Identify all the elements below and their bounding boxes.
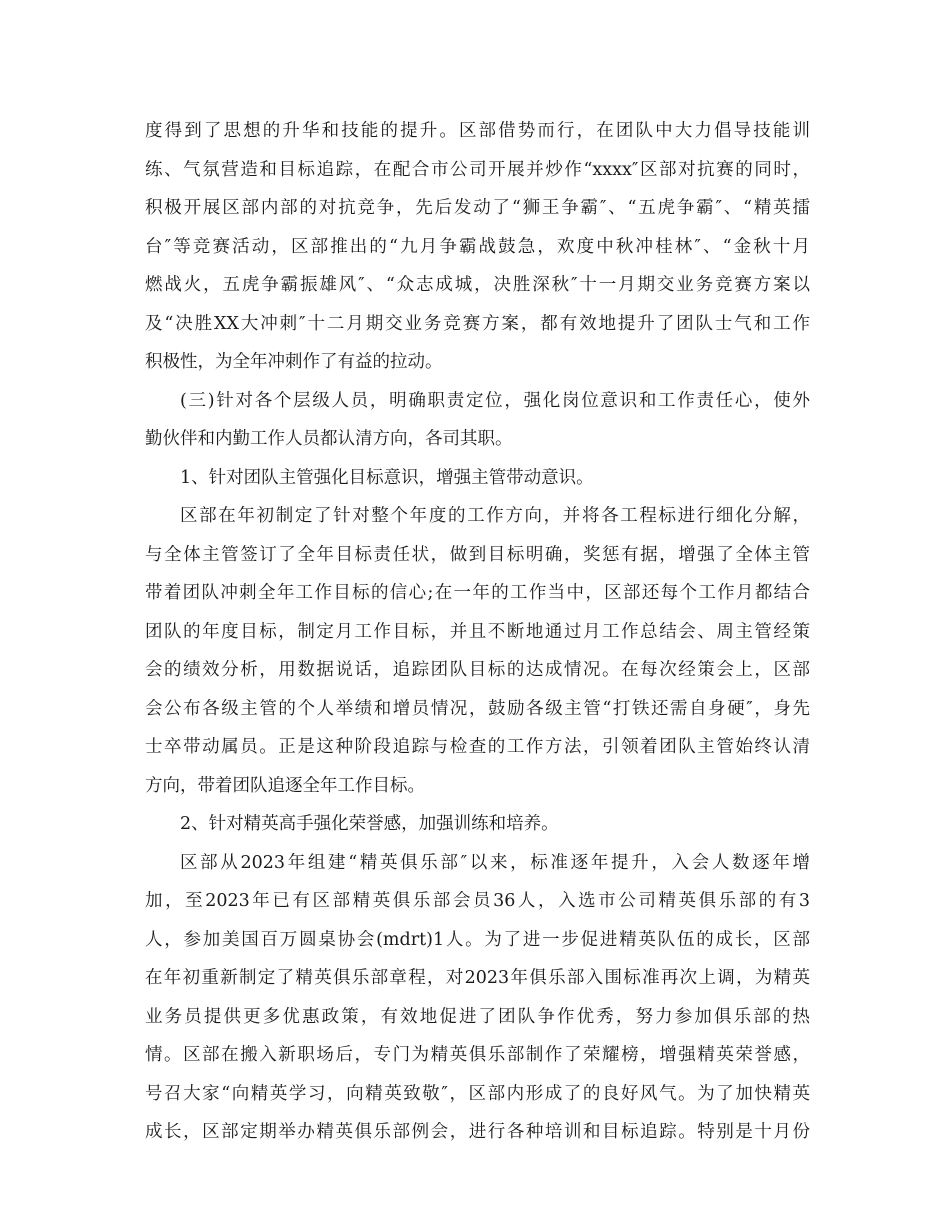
text-line: 人，参加美国百万圆桌协会(mdrt)1人。为了进一步促进精英队伍的成长，区部 bbox=[145, 929, 810, 950]
text-line: 积极性，为全年冲刺作了有益的拉动。 bbox=[145, 352, 443, 372]
text-line: 台″等竞赛活动，区部推出的“九月争霸战鼓急，欢度中秋冲桂林″、“金秋十月 bbox=[145, 236, 810, 257]
text-line: 与全体主管签订了全年目标责任状，做到目标明确，奖惩有据，增强了全体主管 bbox=[145, 544, 810, 565]
text-line: 2、针对精英高手强化荣誉感，加强训练和培养。 bbox=[180, 814, 559, 834]
text-line: 积极开展区部内部的对抗竞争，先后发动了“狮王争霸″、“五虎争霸″、“精英擂 bbox=[145, 198, 810, 218]
text-line: 会的绩效分析，用数据说话，追踪团队目标的达成情况。在每次经策会上，区部 bbox=[145, 660, 810, 680]
text-line: 燃战火，五虎争霸振雄风″、“众志成城，决胜深秋″十一月期交业务竞赛方案以 bbox=[145, 275, 810, 295]
text-line: 情。区部在搬入新职场后，专门为精英俱乐部制作了荣耀榜，增强精英荣誉感， bbox=[145, 1045, 810, 1065]
text-line: 在年初重新制定了精英俱乐部章程，对2023年俱乐部入围标准再次上调，为精英 bbox=[145, 968, 810, 988]
text-line: 区部从2023年组建“精英俱乐部″以来，标准逐年提升，入会人数逐年增 bbox=[180, 852, 810, 873]
text-line: 加，至2023年已有区部精英俱乐部会员36人，入选市公司精英俱乐部的有3 bbox=[145, 891, 810, 911]
text-line: 1、针对团队主管强化目标意识，增强主管带动意识。 bbox=[180, 467, 594, 488]
text-line: 士卒带动属员。正是这种阶段追踪与检查的工作方法，引领着团队主管始终认清 bbox=[145, 737, 810, 757]
text-line: 成长，区部定期举办精英俱乐部例会，进行各种培训和目标追踪。特别是十月份 bbox=[145, 1122, 810, 1142]
text-line: 练、气氛营造和目标追踪，在配合市公司开展并炒作“xxxx″区部对抗赛的同时， bbox=[145, 159, 810, 180]
text-line: (三)针对各个层级人员，明确职责定位，强化岗位意识和工作责任心，使外 bbox=[180, 390, 810, 411]
text-line: 勤伙伴和内勤工作人员都认清方向，各司其职。 bbox=[145, 429, 513, 449]
text-line: 区部在年初制定了针对整个年度的工作方向，并将各工程标进行细化分解， bbox=[180, 506, 810, 526]
text-line: 会公布各级主管的个人举绩和增员情况，鼓励各级主管“打铁还需自身硬″，身先 bbox=[145, 698, 810, 719]
text-line: 度得到了思想的升华和技能的提升。区部借势而行，在团队中大力倡导技能训 bbox=[145, 121, 810, 141]
text-line: 带着团队冲刺全年工作目标的信心;在一年的工作当中，区部还每个工作月都结合 bbox=[145, 583, 810, 603]
text-line: 方向，带着团队追逐全年工作目标。 bbox=[145, 775, 425, 796]
text-line: 及“决胜XX大冲刺″十二月期交业务竞赛方案，都有效地提升了团队士气和工作 bbox=[145, 313, 810, 334]
text-line: 业务员提供更多优惠政策，有效地促进了团队争作优秀，努力参加俱乐部的热 bbox=[145, 1006, 810, 1027]
document-body bbox=[145, 112, 810, 1152]
text-line: 团队的年度目标，制定月工作目标，并且不断地通过月工作总结会、周主管经策 bbox=[145, 621, 810, 642]
text-line: 号召大家“向精英学习，向精英致敬″，区部内形成了的良好风气。为了加快精英 bbox=[145, 1083, 810, 1104]
